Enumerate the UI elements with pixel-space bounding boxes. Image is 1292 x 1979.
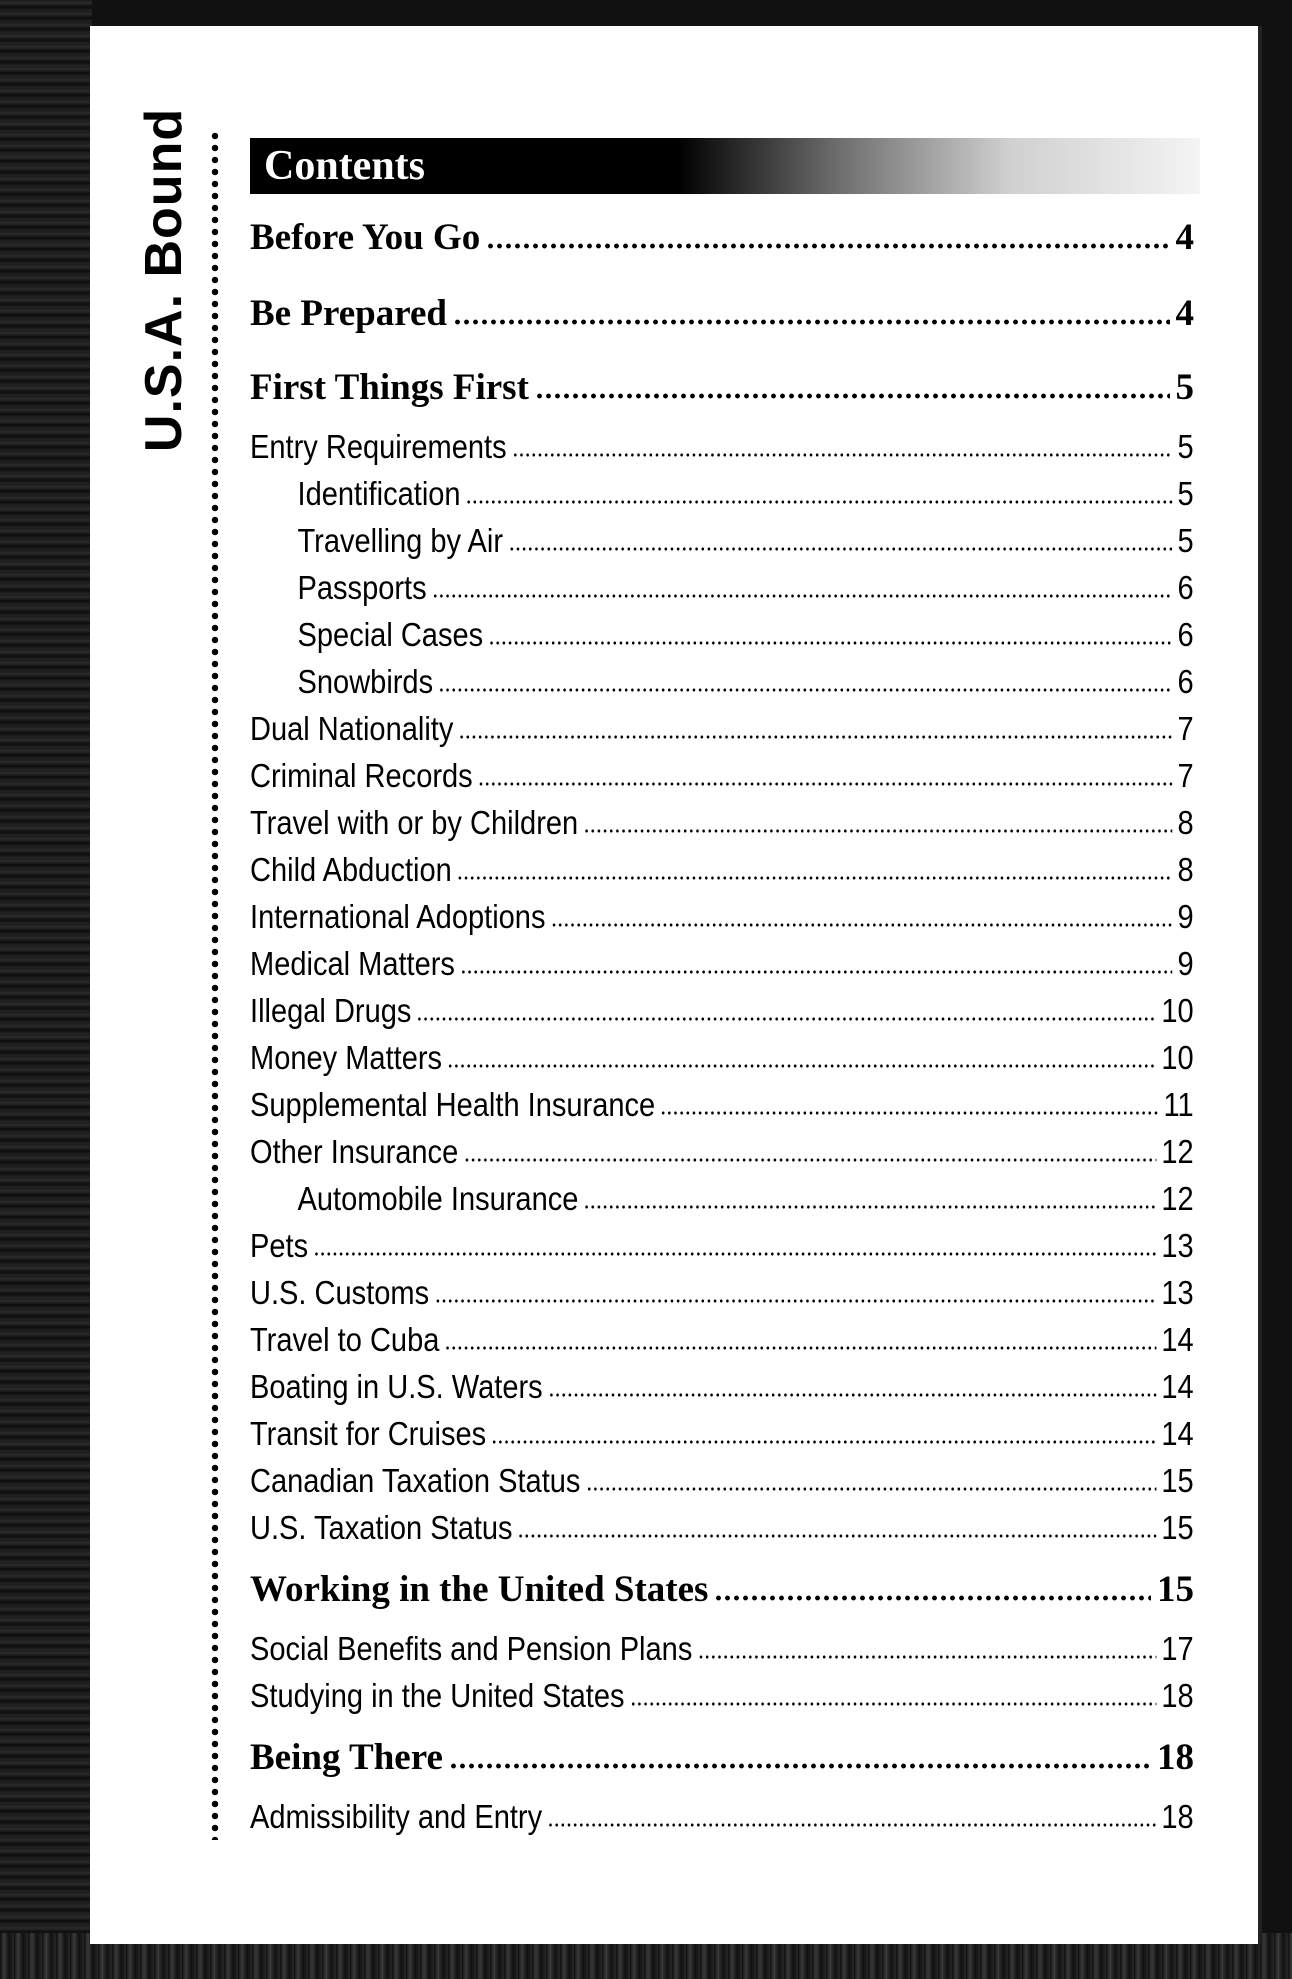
toc-entry-page-number: 5 [1175, 367, 1194, 408]
toc-entry-page-number: 10 [1161, 1039, 1194, 1076]
spine-title-text: U.S.A. Bound [135, 107, 193, 453]
toc-entry-label: Boating in U.S. Waters [250, 1368, 543, 1405]
toc-entry-page-number: 14 [1161, 1415, 1194, 1452]
dot-leader [432, 593, 1172, 599]
toc-entry-page-number: 6 [1177, 616, 1194, 653]
dot-leader [584, 1204, 1156, 1210]
toc-entry-label: U.S. Customs [250, 1274, 430, 1311]
toc-entry-label: Canadian Taxation Status [250, 1462, 581, 1499]
toc-entry-page-number: 18 [1157, 1737, 1194, 1778]
dot-leader [449, 1763, 1151, 1769]
toc-entry-page-number: 17 [1161, 1630, 1194, 1667]
dot-leader [630, 1701, 1156, 1707]
toc-entry-label: Special Cases [297, 616, 484, 653]
toc-entry-page-number: 9 [1177, 945, 1194, 982]
toc-entry-page-number: 12 [1161, 1133, 1194, 1170]
toc-entry-page-number: 5 [1177, 428, 1194, 465]
toc-entry-page-number: 12 [1161, 1180, 1194, 1217]
toc-entry-label: International Adoptions [250, 898, 546, 935]
dot-leader [478, 781, 1172, 787]
toc-entry-page-number: 7 [1177, 710, 1194, 747]
toc-entry[interactable] [250, 216, 1194, 280]
dotted-divider [210, 130, 220, 1840]
toc-entry-page-number: 13 [1161, 1274, 1194, 1311]
toc-entry-label: Child Abduction [250, 851, 452, 888]
toc-entry[interactable] [250, 1368, 1194, 1415]
toc-entry[interactable] [250, 1724, 1194, 1798]
contents-title: Contents [264, 143, 426, 189]
toc-entry[interactable] [250, 1798, 1194, 1845]
toc-entry-page-number: 15 [1161, 1509, 1194, 1546]
toc-entry[interactable] [250, 851, 1194, 898]
toc-entry[interactable] [250, 569, 1194, 616]
toc-entry-label: Being There [250, 1737, 443, 1778]
toc-entry[interactable] [250, 1677, 1194, 1724]
dot-leader [551, 922, 1172, 928]
dot-leader [508, 546, 1172, 552]
toc-entry[interactable] [250, 710, 1194, 757]
toc-entry-page-number: 4 [1175, 293, 1194, 334]
toc-entry[interactable] [250, 804, 1194, 851]
toc-entry[interactable] [250, 280, 1194, 354]
dot-leader [548, 1392, 1156, 1398]
toc-entry-label: Working in the United States [250, 1569, 709, 1610]
toc-entry-page-number: 15 [1161, 1462, 1194, 1499]
toc-entry-label: Automobile Insurance [297, 1180, 579, 1217]
toc-entry-label: Pets [250, 1227, 309, 1264]
toc-entry[interactable] [250, 1321, 1194, 1368]
spine-title [120, 107, 208, 453]
toc-entry-label: Criminal Records [250, 757, 473, 794]
toc-entry[interactable] [250, 1039, 1194, 1086]
toc-entry-page-number: 11 [1163, 1086, 1194, 1123]
toc-entry-page-number: 14 [1161, 1321, 1194, 1358]
toc-entry-label: Identification [297, 475, 461, 512]
toc-entry-label: Medical Matters [250, 945, 455, 982]
toc-entry-label: Travel to Cuba [250, 1321, 440, 1358]
toc-entry[interactable] [250, 663, 1194, 710]
toc-entry-label: Before You Go [250, 217, 481, 258]
toc-entry-label: Supplemental Health Insurance [250, 1086, 656, 1123]
dot-leader [660, 1110, 1158, 1116]
toc-entry-label: Travelling by Air [297, 522, 504, 559]
dot-leader [466, 499, 1172, 505]
toc-entry-page-number: 4 [1175, 217, 1194, 258]
toc-entry-page-number: 6 [1177, 663, 1194, 700]
toc-entry[interactable] [250, 898, 1194, 945]
toc-entry-label: First Things First [250, 367, 529, 408]
toc-entry[interactable] [250, 945, 1194, 992]
toc-entry[interactable] [250, 992, 1194, 1039]
dot-leader [453, 319, 1170, 325]
toc-entry-label: Be Prepared [250, 293, 447, 334]
toc-entry[interactable] [250, 1415, 1194, 1462]
toc-entry-page-number: 13 [1161, 1227, 1194, 1264]
dot-leader [583, 828, 1172, 834]
toc-entry[interactable] [250, 1133, 1194, 1180]
toc-entry[interactable] [250, 1509, 1194, 1556]
toc-entry[interactable] [250, 1556, 1194, 1630]
dot-leader [698, 1654, 1156, 1660]
toc-entry[interactable] [250, 1274, 1194, 1321]
dot-leader [457, 875, 1172, 881]
dot-leader [535, 393, 1170, 399]
toc-entry-label: Transit for Cruises [250, 1415, 487, 1452]
toc-entry-page-number: 15 [1157, 1569, 1194, 1610]
toc-entry-label: U.S. Taxation Status [250, 1509, 513, 1546]
toc-entry[interactable] [250, 522, 1194, 569]
dot-leader [417, 1016, 1156, 1022]
dot-leader [488, 640, 1172, 646]
toc-entry-label: Admissibility and Entry [250, 1798, 543, 1835]
dot-leader [491, 1439, 1156, 1445]
toc-entry-page-number: 8 [1177, 804, 1194, 841]
dot-leader [518, 1533, 1156, 1539]
toc-entry[interactable] [250, 354, 1194, 428]
toc-entry[interactable] [250, 1180, 1194, 1227]
dot-leader [586, 1486, 1156, 1492]
dot-leader [313, 1251, 1156, 1257]
toc-entry-label: Travel with or by Children [250, 804, 579, 841]
toc-entry[interactable] [250, 616, 1194, 663]
toc-entry[interactable] [250, 1227, 1194, 1274]
toc-entry-page-number: 10 [1161, 992, 1194, 1029]
dot-leader [486, 243, 1169, 249]
toc-entry[interactable] [250, 757, 1194, 804]
toc-entry-label: Passports [297, 569, 427, 606]
toc-entry-label: Social Benefits and Pension Plans [250, 1630, 693, 1667]
toc-entry-page-number: 6 [1177, 569, 1194, 606]
toc-entry-page-number: 5 [1177, 475, 1194, 512]
toc-entry-label: Other Insurance [250, 1133, 459, 1170]
toc-entry[interactable] [250, 1630, 1194, 1677]
toc-entry-label: Money Matters [250, 1039, 443, 1076]
toc-entry-label: Entry Requirements [250, 428, 507, 465]
contents-banner [250, 138, 1200, 194]
dot-leader [447, 1063, 1156, 1069]
toc-entry-label: Illegal Drugs [250, 992, 412, 1029]
dot-leader [459, 734, 1173, 740]
dot-leader [714, 1595, 1151, 1601]
dot-leader [512, 452, 1172, 458]
toc-entry-page-number: 18 [1161, 1798, 1194, 1835]
dot-leader [547, 1822, 1156, 1828]
toc-entry[interactable] [250, 428, 1194, 475]
toc-entry-page-number: 18 [1161, 1677, 1194, 1714]
table-of-contents [250, 216, 1194, 1845]
toc-entry-label: Studying in the United States [250, 1677, 625, 1714]
toc-entry-page-number: 8 [1177, 851, 1194, 888]
toc-entry-label: Dual Nationality [250, 710, 454, 747]
dot-leader [438, 687, 1172, 693]
toc-entry-page-number: 5 [1177, 522, 1194, 559]
toc-entry-page-number: 9 [1177, 898, 1194, 935]
dot-leader [464, 1157, 1157, 1163]
toc-entry-page-number: 14 [1161, 1368, 1194, 1405]
dot-leader [445, 1345, 1156, 1351]
toc-entry[interactable] [250, 1086, 1194, 1133]
toc-entry[interactable] [250, 1462, 1194, 1509]
toc-entry-label: Snowbirds [297, 663, 434, 700]
dot-leader [434, 1298, 1156, 1304]
toc-entry-page-number: 7 [1177, 757, 1194, 794]
dot-leader [460, 969, 1172, 975]
scan-border-left [0, 0, 92, 1979]
toc-entry[interactable] [250, 475, 1194, 522]
